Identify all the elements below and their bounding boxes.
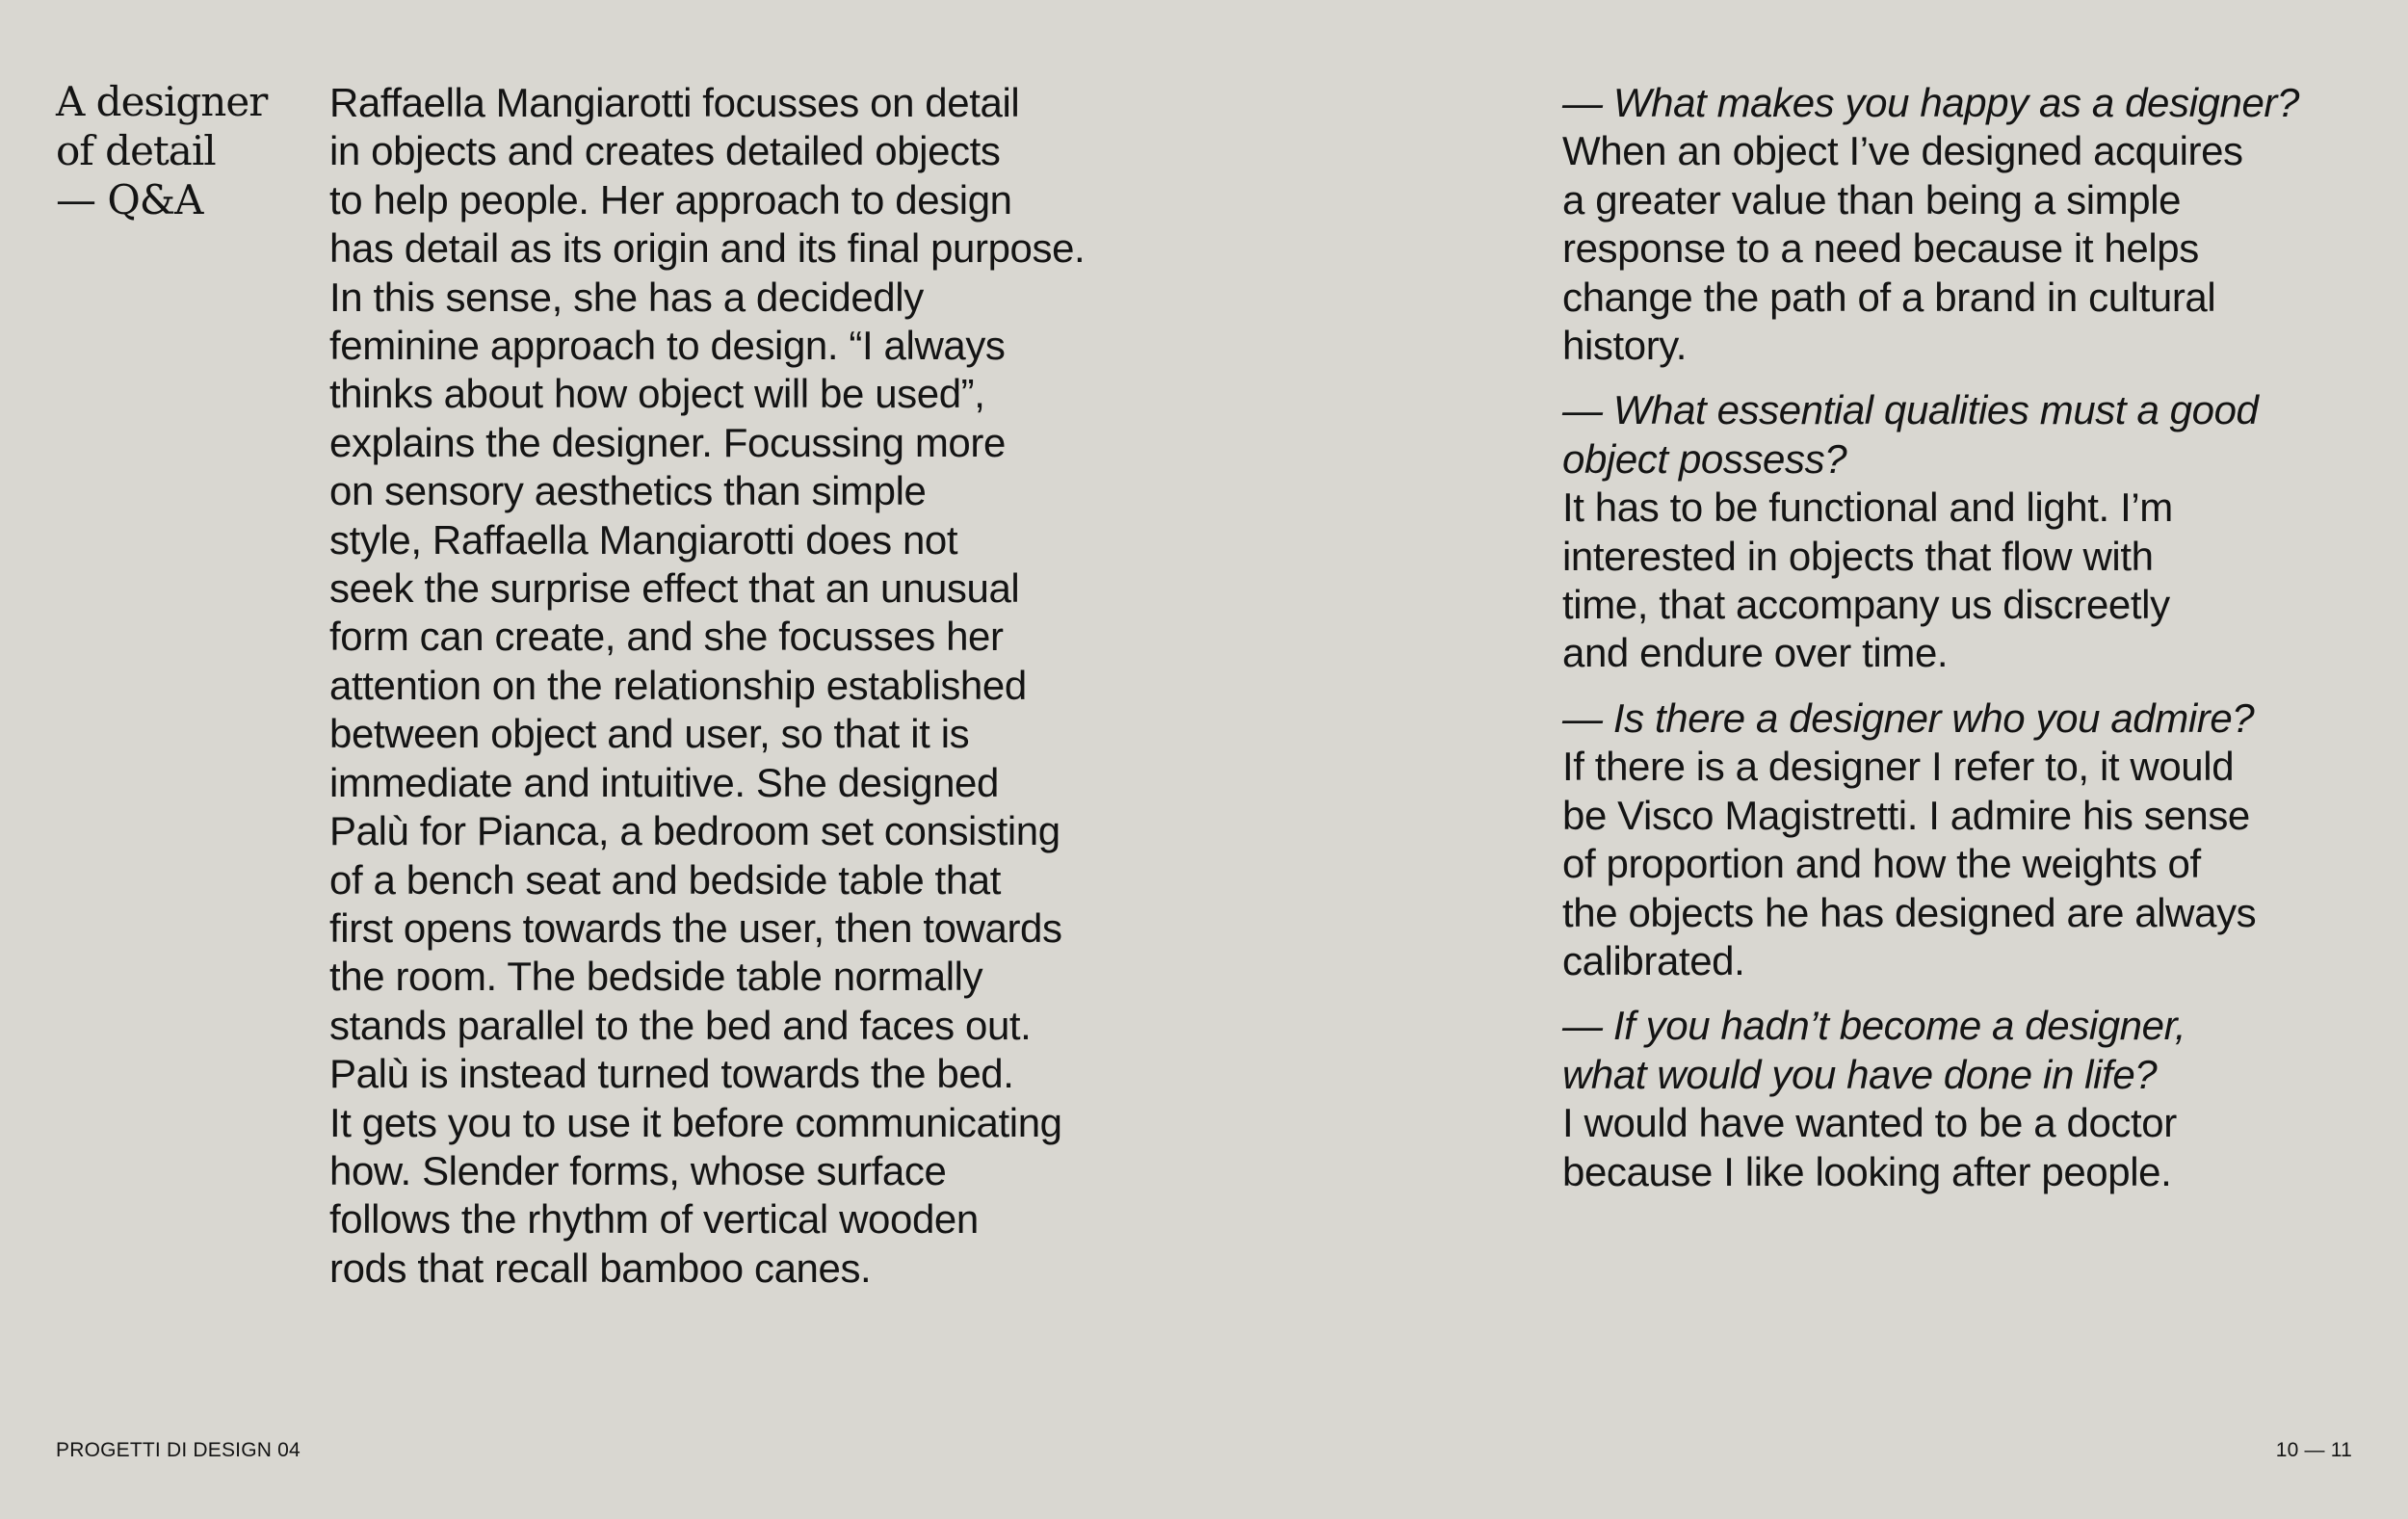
publication-footer: PROGETTI DI DESIGN 04: [56, 1439, 301, 1461]
qa-question: — If you hadn’t become a designer, what would you have done in life?: [1562, 1003, 2186, 1097]
qa-question: — Is there a designer who you admire?: [1562, 694, 2255, 741]
qa-item: [1562, 1002, 2391, 1196]
qa-question: — What essential qualities must a good object possess?: [1562, 387, 2259, 482]
qa-item: [1562, 694, 2391, 985]
qa-answer: When an object I’ve designed acquires a greater value than being a simple response to a need because it helps change the path of a brand in cultural history.: [1562, 128, 2243, 369]
qa-answer: I would have wanted to be a doctor because I like looking after people.: [1562, 1100, 2177, 1194]
qa-item: [1562, 79, 2391, 370]
section-heading: A designer of detail — Q&A: [56, 78, 268, 223]
qa-item: [1562, 386, 2391, 677]
qa-question: — What makes you happy as a designer?: [1562, 80, 2299, 125]
page-numbers: 10 — 11: [2275, 1439, 2352, 1461]
qa-column: [1562, 79, 2391, 1213]
qa-answer: It has to be functional and light. I’m interested in objects that flow with time, that accompany us discreetly and endure over time.: [1562, 485, 2173, 676]
intro-paragraph: Raffaella Mangiarotti focusses on detail in objects and creates detailed objects to help people. Her approach to design has detail as its origin and its final purpose. In this sense, she has a decidedly feminine approach to design. “I always thinks about how object will be used”, explains the designer. Focussing more on sensory aesthetics than simple style, Raffaella Mangiarotti does not seek the surprise effect that an unusual form can create, and she focusses her attention on the relationship established between object and user, so that it is immediate and intuitive. She designed Palù for Pianca, a bedroom set consisting of a bench seat and bedside table that first opens towards the user, then towards the room. The bedside table normally stands parallel to the bed and faces out. Palù is instead turned towards the bed. It gets you to use it before communicating how. Slender forms, whose surface follows the rhythm of vertical wooden rods that recall bamboo canes.: [329, 80, 1086, 1291]
qa-answer: If there is a designer I refer to, it would be Visco Magistretti. I admire his sense of proportion and how the weights of the objects he has designed are always calibrated.: [1562, 744, 2257, 983]
